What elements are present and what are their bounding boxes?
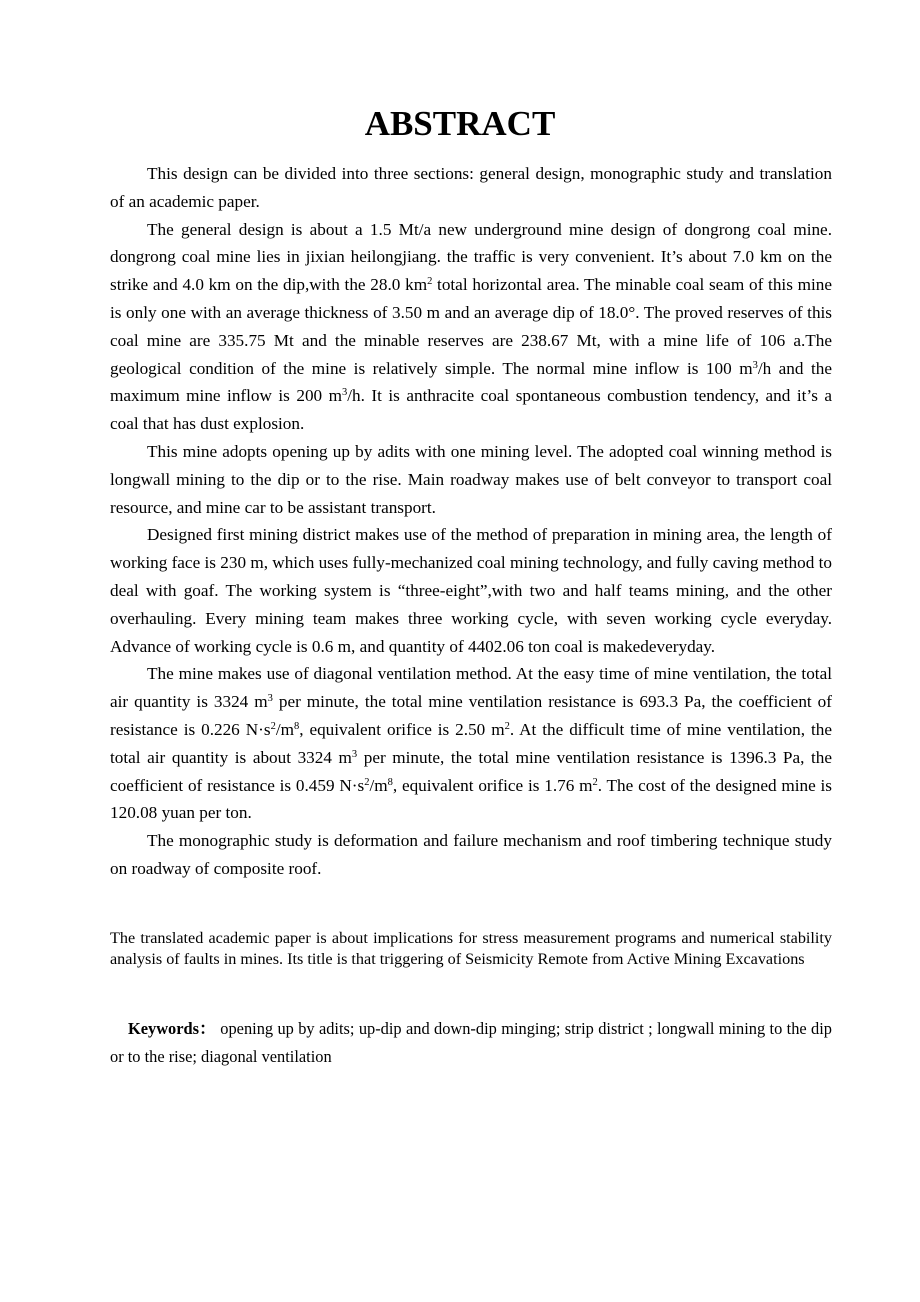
text-run: /m	[369, 775, 388, 795]
paragraph-sections: This design can be divided into three sections: general design, monographic study and translation of an academic paper.	[110, 164, 832, 211]
superscript: 3	[267, 693, 273, 705]
text-run: per minute, the total mine ventilation resistance is 693.3 Pa, the coefficient of resistance is 0.226 N·s	[110, 692, 832, 739]
text-run: The general design is about a 1.5 Mt/a new underground mine design of dongrong coal mine. dongrong coal mine lies in jixian heilongjiang. the traffic is very convenient. It’s about 7.0 km on the strike and 4.0 km on the dip,with the 28.0 km	[110, 219, 832, 295]
keywords-text: opening up by adits; up-dip and down-dip minging; strip district ; longwall mining to the dip or to the rise; diagonal ventilation	[110, 1019, 832, 1066]
superscript: 3	[752, 359, 758, 371]
paragraph-monographic-study: The monographic study is deformation and failure mechanism and roof timbering technique study on roadway of composite roof.	[110, 831, 832, 878]
text-run: /m	[275, 719, 294, 739]
paragraph-opening: This mine adopts opening up by adits with one mining level. The adopted coal winning method is longwall mining to the dip or to the rise. Main roadway makes use of belt conveyor to transport coal resource, and mine car to be assistant transport.	[110, 441, 832, 517]
abstract-body	[110, 160, 832, 883]
paragraph-mining-district: Designed first mining district makes use of the method of preparation in mining area, the length of working face is 230 m, which uses fully-mechanized coal mining technology, and fully caving method to deal with goaf. The working system is “three-eight”,with two and half teams mining, and the other overhauling. Every mining team makes three working cycle, with seven working cycle everyday. Advance of working cycle is 0.6 m, and quantity of 4402.06 ton coal is makedeveryday.	[110, 525, 833, 656]
paragraph-general-design	[110, 216, 832, 438]
paragraph-ventilation	[110, 660, 832, 827]
text-run: per minute, the total mine ventilation resistance is 1396.3 Pa, the coefficient of resistance is 0.459 N·s	[110, 747, 832, 795]
text-run: . The cost of the designed mine is 120.08 yuan per ton.	[110, 775, 832, 823]
text-run: , equivalent orifice is 1.76 m	[392, 775, 593, 795]
superscript: 3	[351, 748, 358, 760]
text-run: , equivalent orifice is 2.50 m	[299, 719, 505, 739]
text-run: total horizontal area. The minable coal seam of this mine is only one with an average thickness of 3.50 m and an average dip of 18.0°. The proved reserves of this coal mine are 335.75 Mt and the minable reserves are 238.67 Mt, with a mine life of 106 a.The geological condition of the mine is relatively simple. The normal mine inflow is 100 m	[110, 275, 832, 378]
superscript: 2	[504, 720, 510, 732]
text-run: . At the difficult time of mine ventilation, the total air quantity is about 3324 m	[110, 719, 832, 767]
paragraph-translated-paper: The translated academic paper is about implications for stress measurement programs and numerical stability analysis of faults in mines. Its title is that triggering of Seismicity Remote from Active Mining Excavations	[110, 929, 832, 968]
text-run: /h. It is anthracite coal spontaneous combustion tendency, and it’s a coal that has dust explosion.	[110, 386, 832, 434]
superscript: 8	[293, 720, 300, 732]
keywords-label: Keywords：	[128, 1019, 216, 1038]
abstract-title: ABSTRACT	[364, 104, 556, 143]
superscript: 3	[342, 387, 348, 399]
superscript: 8	[387, 776, 393, 788]
superscript: 2	[364, 776, 370, 788]
superscript: 2	[592, 776, 598, 788]
text-run: The mine makes use of diagonal ventilation method. At the easy time of mine ventilation, the total air quantity is 3324 m	[110, 664, 832, 712]
text-run: /h and the maximum mine inflow is 200 m	[110, 358, 832, 406]
superscript: 2	[270, 720, 276, 732]
keywords	[110, 1015, 832, 1070]
superscript: 2	[427, 276, 433, 288]
